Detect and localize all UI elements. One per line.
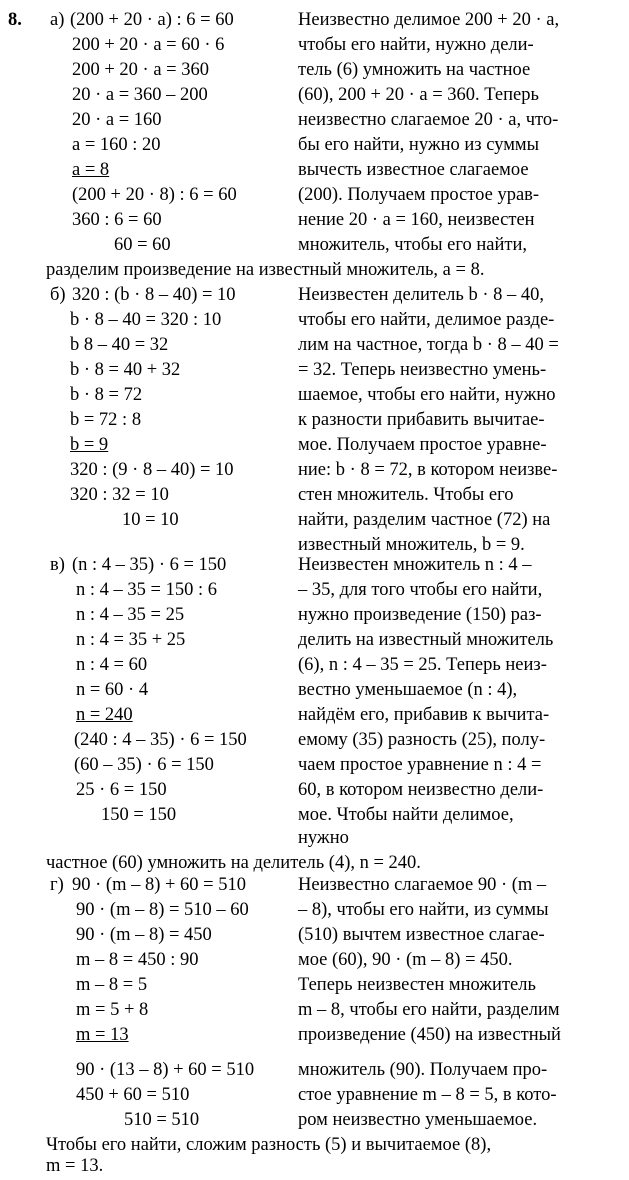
part-g-closing-1: Чтобы его найти, сложим разность (5) и вычитаемое (8), (46, 1135, 492, 1155)
part-g-text-2: – 8), чтобы его найти, из суммы (298, 900, 549, 920)
part-g-label: г) (50, 875, 64, 895)
part-b-text-6: к разности прибавить вычитае- (298, 410, 545, 430)
part-a-text-5: неизвестно слагаемое 20 · a, что- (298, 110, 559, 130)
part-v-eq-6: n = 60 · 4 (76, 680, 149, 700)
part-v-text-8: емому (35) разность (25), полу- (298, 730, 546, 750)
part-b-eq-6: b = 72 : 8 (70, 410, 142, 430)
part-v-check-2: (60 – 35) · 6 = 150 (74, 755, 214, 775)
part-g-text-8: множитель (90). Получаем про- (298, 1060, 548, 1080)
part-a-answer: a = 8 (72, 160, 110, 180)
part-v-text-1: Неизвестен множитель n : 4 – (298, 555, 532, 575)
part-v-label: в) (50, 555, 65, 575)
problem-number: 8. (8, 10, 22, 30)
part-b-text-10: найти, разделим частное (72) на (298, 510, 551, 530)
part-v-closing: частное (60) умножить на делитель (4), n = 240. (46, 853, 421, 873)
part-a-text-2: чтобы его найти, нужно дели- (298, 35, 534, 55)
part-a-text-1: Неизвестно делимое 200 + 20 · a, (298, 10, 560, 30)
part-v-check-4: 150 = 150 (101, 805, 177, 825)
part-a-check-3: 60 = 60 (114, 235, 171, 255)
part-g-text-7: произведение (450) на известный (298, 1025, 561, 1045)
part-g-eq-6: m = 5 + 8 (76, 1000, 149, 1020)
part-g-text-9: стое уравнение m – 8 = 5, в кото- (298, 1085, 557, 1105)
part-b-text-8: ние: b · 8 = 72, в котором неизве- (298, 460, 558, 480)
part-a-text-10: множитель, чтобы его найти, (298, 235, 527, 255)
part-a-eq-1: (200 + 20 · a) : 6 = 60 (70, 10, 234, 30)
part-g-check-1: 90 · (13 – 8) + 60 = 510 (76, 1060, 255, 1080)
part-a-eq-5: 20 · a = 160 (72, 110, 162, 130)
part-g-eq-1: 90 · (m – 8) + 60 = 510 (72, 875, 246, 895)
part-g-text-1: Неизвестно слагаемое 90 · (m – (298, 875, 547, 895)
part-v-check-3: 25 · 6 = 150 (76, 780, 167, 800)
part-g-text-6: m – 8, чтобы его найти, разделим (298, 1000, 560, 1020)
part-v-text-10: 60, в котором неизвестно дели- (298, 780, 544, 800)
part-g-check-3: 510 = 510 (124, 1110, 200, 1130)
part-g-check-2: 450 + 60 = 510 (76, 1085, 190, 1105)
part-b-text-4: = 32. Теперь неизвестно умень- (298, 360, 547, 380)
part-v-eq-5: n : 4 = 60 (76, 655, 148, 675)
part-a-text-7: вычесть известное слагаемое (298, 160, 529, 180)
part-v-eq-4: n : 4 = 35 + 25 (76, 630, 186, 650)
part-b-text-3: лим на частное, тогда b · 8 – 40 = (298, 335, 559, 355)
part-g-answer: m = 13 (76, 1025, 129, 1045)
part-v-text-7: найдём его, прибавив к вычита- (298, 705, 550, 725)
part-v-text-12: нужно (298, 828, 349, 848)
part-a-text-4: (60), 200 + 20 · a = 360. Теперь (298, 85, 539, 105)
part-v-text-5: (6), n : 4 – 35 = 25. Теперь неиз- (298, 655, 547, 675)
part-b-text-11: известный множитель, b = 9. (298, 535, 525, 555)
part-v-text-6: вестно уменьшаемое (n : 4), (298, 680, 518, 700)
part-v-eq-3: n : 4 – 35 = 25 (76, 605, 185, 625)
part-b-eq-5: b · 8 = 72 (70, 385, 143, 405)
part-v-text-4: делить на известный множитель (298, 630, 554, 650)
part-b-eq-2: b · 8 – 40 = 320 : 10 (70, 310, 222, 330)
part-v-text-2: – 35, для того чтобы его найти, (298, 580, 543, 600)
part-g-text-3: (510) вычтем известное слагае- (298, 925, 545, 945)
part-v-answer: n = 240 (76, 705, 133, 725)
part-v-text-3: нужно произведение (150) раз- (298, 605, 542, 625)
part-b-check-1: 320 : (9 · 8 – 40) = 10 (70, 460, 234, 480)
part-a-eq-2: 200 + 20 · a = 60 · 6 (72, 35, 225, 55)
part-b-check-3: 10 = 10 (122, 510, 179, 530)
part-v-text-9: чаем простое уравнение n : 4 = (298, 755, 542, 775)
part-v-text-11: мое. Чтобы найти делимое, (298, 805, 514, 825)
part-a-closing: разделим произведение на известный множитель, a = 8. (46, 260, 485, 280)
part-a-text-9: нение 20 · a = 160, неизвестен (298, 210, 535, 230)
part-g-eq-2: 90 · (m – 8) = 510 – 60 (76, 900, 249, 920)
part-a-check-1: (200 + 20 · 8) : 6 = 60 (72, 185, 237, 205)
part-a-label: а) (50, 10, 65, 30)
part-v-check-1: (240 : 4 – 35) · 6 = 150 (74, 730, 247, 750)
part-b-text-2: чтобы его найти, делимое разде- (298, 310, 555, 330)
part-b-text-5: шаемое, чтобы его найти, нужно (298, 385, 556, 405)
part-a-text-3: тель (6) умножить на частное (298, 60, 531, 80)
part-g-closing-2: m = 13. (46, 1156, 104, 1176)
part-g-eq-3: 90 · (m – 8) = 450 (76, 925, 212, 945)
part-a-text-8: (200). Получаем простое урав- (298, 185, 540, 205)
part-g-text-4: мое (60), 90 · (m – 8) = 450. (298, 950, 513, 970)
part-a-eq-4: 20 · a = 360 – 200 (72, 85, 208, 105)
part-a-text-6: бы его найти, нужно из суммы (298, 135, 540, 155)
part-b-text-1: Неизвестен делитель b · 8 – 40, (298, 285, 544, 305)
part-b-eq-3: b 8 – 40 = 32 (70, 335, 169, 355)
part-b-check-2: 320 : 32 = 10 (70, 485, 169, 505)
part-a-eq-3: 200 + 20 · a = 360 (72, 60, 209, 80)
part-v-eq-1: (n : 4 – 35) · 6 = 150 (72, 555, 227, 575)
part-a-check-2: 360 : 6 = 60 (72, 210, 162, 230)
part-v-eq-2: n : 4 – 35 = 150 : 6 (76, 580, 217, 600)
part-g-eq-5: m – 8 = 5 (76, 975, 148, 995)
part-b-label: б) (50, 285, 66, 305)
part-b-text-7: мое. Получаем простое уравне- (298, 435, 547, 455)
part-g-text-5: Теперь неизвестен множитель (298, 975, 536, 995)
part-b-answer: b = 9 (70, 435, 109, 455)
part-g-eq-4: m – 8 = 450 : 90 (76, 950, 199, 970)
part-a-eq-6: a = 160 : 20 (72, 135, 161, 155)
part-b-eq-1: 320 : (b · 8 – 40) = 10 (72, 285, 236, 305)
part-b-eq-4: b · 8 = 40 + 32 (70, 360, 181, 380)
part-g-text-10: ром неизвестно уменьшаемое. (298, 1110, 538, 1130)
part-b-text-9: стен множитель. Чтобы его (298, 485, 514, 505)
